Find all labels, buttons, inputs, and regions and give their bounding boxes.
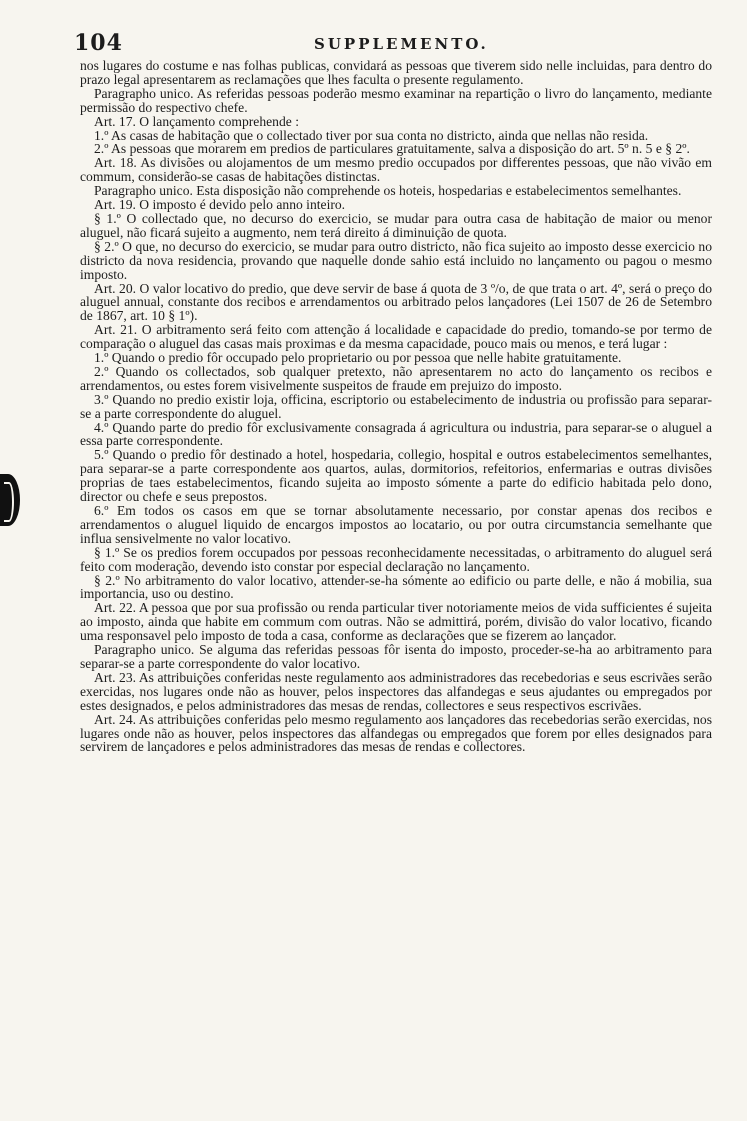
paragraph: Art. 17. O lançamento comprehende : (94, 113, 299, 129)
paragraph: Art. 21. O arbitramento será feito com attenção á localidade e capacidade do predio, tomando-se por termo de comparação o aluguel das casas mais proximas e da mesma capacidade, pouco mais ou menos, e terá lugar : (80, 322, 712, 352)
paragraph: Art. 23. As attribuições conferidas neste regulamento aos administradores das recebedorias e seus escrivães serão exercidas, nos lugares onde não as houver, pelos inspectores das alfandegas e seus ajudantes ou empregados por estes designados, e pelos administradores das mesas de rendas, collectores e seus respectivos escrivães. (80, 669, 712, 713)
paragraph: Art. 20. O valor locativo do predio, que deve servir de base á quota de 3 º/o, de que trata o art. 4º, será o preço do aluguel annual, constante dos recibos e arrendamentos ou arbitrado pelos lançadores (Lei 1507 de 26 de Setembro de 1867, art. 10 § 1º). (80, 280, 712, 324)
paragraph: § 1.º O collectado que, no decurso do exercicio, se mudar para outra casa de habitação de maior ou menor aluguel, não ficará sujeito a augmento, nem terá direito á diminuição de quota. (80, 210, 712, 240)
paragraph: Art. 19. O imposto é devido pelo anno inteiro. (94, 197, 346, 213)
paragraph: 3.º Quando no predio existir loja, officina, escriptorio ou estabelecimento de industria ou profissão para separar-se a parte correspondente do aluguel. (80, 391, 712, 421)
paragraph: 1.º Quando o predio fôr occupado pelo proprietario ou por pessoa que nelle habite gratuitamente. (94, 350, 622, 366)
paragraph: Paragrapho unico. Se alguma das referidas pessoas fôr isenta do imposto, proceder-se-ha ao arbitramento para separar-se a parte correspondente do valor locativo. (80, 642, 712, 671)
paragraph: § 1.º Se os predios forem occupados por pessoas reconhecidamente necessitadas, o arbitramento do aluguel será feito com moderação, devendo isto constar por especial declaração no lançamento. (80, 544, 712, 574)
paragraph: § 2.º No arbitramento do valor locativo, attender-se-ha sómente ao edificio ou parte delle, e não á mobilia, sua importancia, uso ou destino. (80, 572, 712, 602)
paragraph: Art. 22. A pessoa que por sua profissão ou renda particular tiver notoriamente meios de vida sufficientes é sujeita ao imposto, ainda que habite em commum com outras. Não se admittirá, porém, divisão do valor locativo, ficando uma responsavel pelo imposto de toda a casa, conforme as declarações que se fizerem ao lançador. (80, 600, 712, 644)
paragraph: Art. 24. As attribuições conferidas pelo mesmo regulamento aos lançadores das recebedorias serão exercidas, nos lugares onde não as houver, pelos inspectores das alfandegas ou empregados que forem por elles designados para servirem de lançadores e pelos administradores das mesas de rendas e collectores. (80, 711, 712, 755)
body-text (80, 59, 712, 754)
paragraph: Paragrapho unico. As referidas pessoas poderão mesmo examinar na repartição o livro do lançamento, mediante permissão do respectivo chefe. (80, 85, 712, 115)
running-title: SUPPLEMENTO. (314, 35, 489, 53)
paragraph: nos lugares do costume e nas folhas publicas, convidará as pessoas que tiverem sido nelle incluidas, para dentro do prazo legal apresentarem as reclamações que lhes faculta o presente regulamento. (80, 58, 712, 87)
paragraph: 1.º As casas de habitação que o collectado tiver por sua conta no districto, ainda que nellas não resida. (94, 127, 649, 143)
paragraph: Art. 18. As divisões ou alojamentos de um mesmo predio occupados por differentes pessoas, que não vivão em commum, considerão-se casas de habitações distinctas. (80, 155, 712, 185)
paragraph: 6.º Em todos os casos em que se tornar absolutamente necessario, por constar apenas dos recibos e arrendamentos o aluguel liquido de encargos impostos ao locatario, ou por outra circumstancia semelhante que influa sensivelmente no valor locativo. (80, 503, 712, 546)
margin-ink-blot-highlight (4, 482, 14, 522)
paragraph: § 2.º O que, no decurso do exercicio, se mudar para outro districto, não fica sujeito ao imposto desse exercicio no districto da nova residencia, provando que naquelle donde sahio está incluido no lançamento ou pagou o mesmo imposto. (80, 238, 712, 282)
page-header (74, 30, 714, 56)
paragraph: Paragrapho unico. Esta disposição não comprehende os hoteis, hospedarias e estabelecimentos semelhantes. (94, 183, 682, 199)
paragraph: 2.º Quando os collectados, sob qualquer pretexto, não apresentarem no acto do lançamento os recibos e arrendamentos, ou estes forem visivelmente suspeitos de fraude em prejuizo do imposto. (80, 363, 712, 393)
paragraph: 4.º Quando parte do predio fôr exclusivamente consagrada á agricultura ou industria, para separar-se o aluguel a essa parte correspondente. (80, 419, 712, 449)
paragraph: 5.º Quando o predio fôr destinado a hotel, hospedaria, collegio, hospital e outros estabelecimentos semelhantes, para separar-se a parte correspondente aos quartos, aulas, dormitorios, refeitorios, enfermarias e outras divisões proprias de taes estabelecimentos, ficando sujeita ao imposto sómente a parte do edificio habitada pelo dono, director ou chefe e seus prepostos. (80, 447, 712, 505)
paragraph: 2.º As pessoas que morarem em predios de particulares gratuitamente, salva a disposição do art. 5º n. 5 e § 2º. (94, 141, 690, 157)
page-number: 104 (74, 30, 123, 56)
